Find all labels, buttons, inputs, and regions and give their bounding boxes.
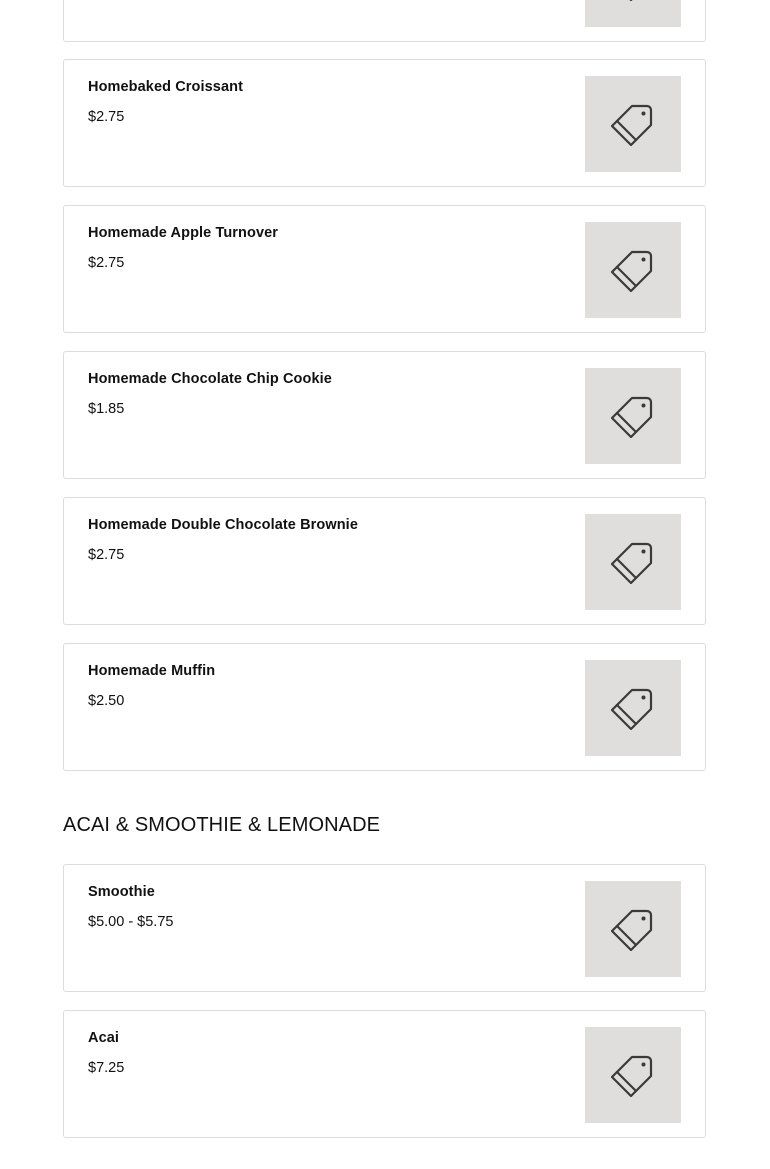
menu-item-name: Smoothie — [88, 884, 155, 900]
menu-item-name: Homemade Double Chocolate Brownie — [88, 517, 358, 533]
menu-item-image-placeholder — [585, 76, 681, 172]
menu-item-name: Homemade Apple Turnover — [88, 225, 279, 241]
menu-item-image-placeholder — [585, 514, 681, 610]
menu-item-image-placeholder — [585, 368, 681, 464]
menu-item-price: $5.00 - $5.75 — [88, 914, 174, 930]
price-tag-icon — [611, 1053, 655, 1097]
price-tag-icon — [611, 907, 655, 951]
price-tag-icon — [611, 540, 655, 584]
menu-item-card[interactable] — [63, 643, 706, 771]
menu-item-card[interactable] — [63, 1010, 706, 1138]
menu-item-card[interactable] — [63, 351, 706, 479]
price-tag-icon — [611, 394, 655, 438]
menu-item-image-placeholder — [585, 222, 681, 318]
menu-item-name: Homemade Muffin — [88, 663, 216, 679]
price-tag-icon — [611, 102, 655, 146]
price-tag-icon — [611, 0, 655, 1]
menu-item-name: Homemade Chocolate Chip Cookie — [88, 371, 332, 387]
menu-item-image-placeholder — [585, 881, 681, 977]
menu-item-image-placeholder — [585, 0, 681, 27]
menu-item-price: $1.85 — [88, 401, 125, 417]
menu-item-price: $2.75 — [88, 547, 125, 563]
menu-item-card[interactable] — [63, 59, 706, 187]
menu-item-card[interactable] — [63, 205, 706, 333]
menu-item-card[interactable] — [63, 497, 706, 625]
menu-item-card[interactable] — [63, 864, 706, 992]
section-title: ACAI & SMOOTHIE & LEMONADE — [63, 814, 381, 836]
menu-item-price: $2.75 — [88, 255, 125, 271]
menu-item-price: $2.75 — [88, 109, 125, 125]
menu-item-card[interactable] — [63, 0, 706, 42]
price-tag-icon — [611, 248, 655, 292]
menu-item-price: $2.50 — [88, 693, 125, 709]
price-tag-icon — [611, 686, 655, 730]
menu-item-price: $7.25 — [88, 1060, 125, 1076]
menu-item-image-placeholder — [585, 1027, 681, 1123]
menu-item-name: Acai — [88, 1030, 120, 1046]
menu-item-name: Homebaked Croissant — [88, 79, 243, 95]
menu-item-image-placeholder — [585, 660, 681, 756]
